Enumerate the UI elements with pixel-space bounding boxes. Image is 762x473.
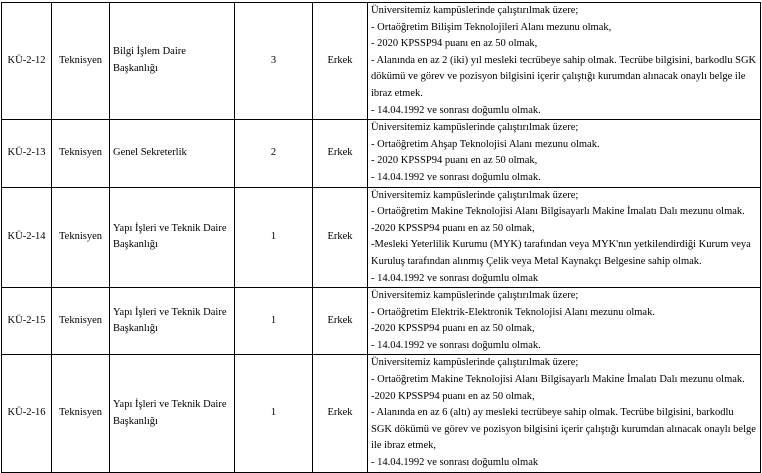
table-row [2, 187, 761, 288]
requirement-line: - Ortaöğretim Bilişim Teknolojileri Alanı mezunu olmak, [371, 21, 612, 33]
requirement-line: - Alanında en az 2 (iki) yıl mesleki tecrübeye sahip olmak. Tecrübe bilgisini, barkodlu SGK dökümü ve görev ve pozisyon bilgisini içerir çalıştığı kurumdan alınacak onaylı belge ile ibraz etmek. [371, 54, 757, 99]
requirements-cell [368, 355, 761, 472]
requirements-cell [368, 187, 761, 288]
requirement-line: Üniversitemiz kampüslerinde çalıştırılmak üzere; [371, 122, 579, 134]
requirement-line: Üniversitemiz kampüslerinde çalıştırılmak üzere; [371, 357, 579, 369]
requirement-line: - 2020 KPSSP94 puanı en az 50 olmak, [371, 38, 538, 50]
position-code: KÜ-2-15 [2, 288, 52, 355]
position-count: 1 [235, 355, 313, 472]
table-row [2, 288, 761, 355]
table-row [2, 3, 761, 120]
requirements-cell [368, 288, 761, 355]
department-name: Yapı İşleri ve Teknik Daire Başkanlığı [110, 355, 235, 472]
position-title: Teknisyen [52, 120, 110, 187]
position-title: Teknisyen [52, 355, 110, 472]
position-count: 1 [235, 288, 313, 355]
requirement-line: Üniversitemiz kampüslerinde çalıştırılmak üzere; [371, 5, 579, 16]
positions-table [1, 2, 761, 473]
requirement-line: - 14.04.1992 ve sonrası doğumlu olmak [371, 457, 539, 469]
position-count: 2 [235, 120, 313, 187]
requirement-line: - Ortaöğretim Makine Teknolojisi Alanı Bilgisayarlı Makine İmalatı Dalı mezunu olmak. [371, 206, 745, 218]
department-name: Bilgi İşlem Daire Başkanlığı [110, 3, 235, 120]
position-title: Teknisyen [52, 3, 110, 120]
department-name: Yapı İşleri ve Teknik Daire Başkanlığı [110, 288, 235, 355]
position-code: KÜ-2-16 [2, 355, 52, 472]
position-count: 3 [235, 3, 313, 120]
position-code: KÜ-2-14 [2, 187, 52, 288]
position-code: KÜ-2-12 [2, 3, 52, 120]
gender-requirement: Erkek [313, 187, 368, 288]
position-title: Teknisyen [52, 288, 110, 355]
position-title: Teknisyen [52, 187, 110, 288]
requirement-line: -Mesleki Yeterlilik Kurumu (MYK) tarafından veya MYK'nın yetkilendirdiği Kurum veya Kuruluş tarafından alınmış Çelik veya Metal Kaynakçı Belgesine sahip olmak. [371, 239, 751, 267]
gender-requirement: Erkek [313, 355, 368, 472]
requirement-line: - 2020 KPSSP94 puanı en az 50 olmak, [371, 155, 538, 167]
department-name: Yapı İşleri ve Teknik Daire Başkanlığı [110, 187, 235, 288]
requirement-line: - 14.04.1992 ve sonrası doğumlu olmak. [371, 104, 541, 116]
requirement-line: - Ortaöğretim Makine Teknolojisi Alanı Bilgisayarlı Makine İmalatı Dalı mezunu olmak. [371, 374, 745, 386]
department-name: Genel Sekreterlik [110, 120, 235, 187]
table-row [2, 120, 761, 187]
requirement-line: - Alanında en az 6 (altı) ay mesleki tecrübeye sahip olmak. Tecrübe bilgisini, barkodlu SGK dökümü ve görev ve pozisyon bilgisini içerir çalıştığı kurumdan alınacak onaylı belge ile ibraz etmek, [371, 407, 756, 452]
requirement-line: -2020 KPSSP94 puanı en az 50 olmak, [371, 222, 535, 234]
requirement-line: - 14.04.1992 ve sonrası doğumlu olmak. [371, 171, 541, 183]
gender-requirement: Erkek [313, 120, 368, 187]
requirements-cell [368, 120, 761, 187]
requirement-line: Üniversitemiz kampüslerinde çalıştırılmak üzere; [371, 189, 579, 201]
requirement-line: -2020 KPSSP94 puanı en az 50 olmak, [371, 323, 535, 335]
requirement-line: - Ortaöğretim Elektrik-Elektronik Teknolojisi Alanı mezunu olmak. [371, 306, 655, 318]
requirement-line: -2020 KPSSP94 puanı en az 50 olmak, [371, 390, 535, 402]
gender-requirement: Erkek [313, 3, 368, 120]
requirement-line: - 14.04.1992 ve sonrası doğumlu olmak [371, 272, 539, 284]
requirement-line: - 14.04.1992 ve sonrası doğumlu olmak. [371, 339, 541, 351]
requirements-cell [368, 3, 761, 120]
requirement-line: Üniversitemiz kampüslerinde çalıştırılmak üzere; [371, 290, 579, 302]
table-row [2, 355, 761, 472]
requirement-line: - Ortaöğretim Ahşap Teknolojisi Alanı mezunu olmak. [371, 138, 600, 150]
position-count: 1 [235, 187, 313, 288]
gender-requirement: Erkek [313, 288, 368, 355]
position-code: KÜ-2-13 [2, 120, 52, 187]
